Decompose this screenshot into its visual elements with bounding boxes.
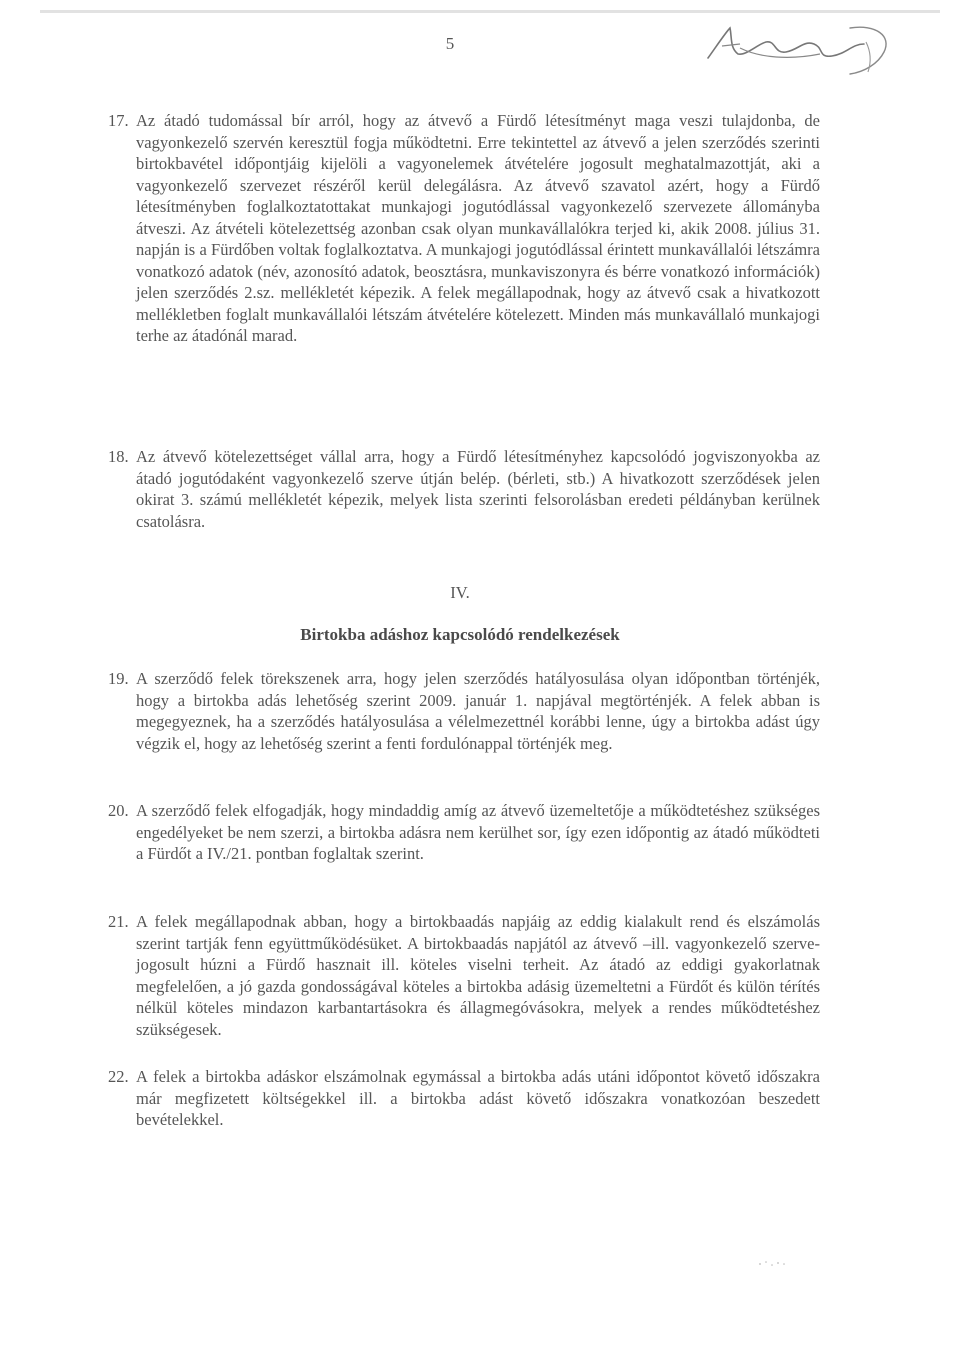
- clause-17: [0, 110, 820, 347]
- clause-number: 18.: [108, 447, 129, 466]
- clause-text: Az átvevő kötelezettséget vállal arra, hogy a Fürdő létesítményhez kapcsolódó jogviszonyokba az átadó jogutódaként vagyonkezelő szerve útján belép. (bérleti, stb.) A hivatkozott szerződések jelen okirat 3. számú mellékletét képezik, melyek lista szerinti felsorolásban eredeti példányban kerülnek csatolásra.: [136, 447, 820, 531]
- clause-22: [0, 1066, 820, 1131]
- clause-text: A szerződő felek elfogadják, hogy mindaddig amíg az átvevő üzemeltetője a működtetéshez szükséges engedélyeket be nem szerzi, a birtokba adásra nem kerülhet sor, így ezen időpontig az átadó működteti a Fürdőt a IV./21. pontban foglaltak szerint.: [136, 801, 820, 863]
- clause-text: A felek a birtokba adáskor elszámolnak egymással a birtokba adás utáni időpontot követő időszakra már megfizetett költségekkel ill. a birtokba adást követő időszakra vonatkozóan beszedett bevételekkel.: [136, 1067, 820, 1129]
- page-number: 5: [445, 34, 455, 53]
- clause-20: [0, 800, 820, 865]
- clause-18: [0, 446, 820, 532]
- clause-text: A szerződő felek törekszenek arra, hogy jelen szerződés hatályosulása olyan időpontban történjék, hogy a birtokba adás lehetőség szerint 2009. január 1. napjával megtörténjék. A felek abban is megegyeznek, ha a szerződés hatályosulása a vélelmezettnél korábbi lenne, úgy a birtokba adást úgy végzik el, hogy az lehetőség szerint a fenti fordulónappal történjék meg.: [136, 669, 820, 753]
- section-title: Birtokba adáshoz kapcsolódó rendelkezések: [300, 625, 620, 644]
- handwritten-signature-icon: [700, 14, 900, 84]
- scan-top-edge: [40, 10, 940, 13]
- clause-number: 22.: [108, 1067, 129, 1086]
- scan-speck-marks: [756, 1256, 796, 1272]
- clause-text: A felek megállapodnak abban, hogy a birtokbaadás napjáig az eddig kialakult rend és elszámolás szerint tartják fenn együttműködésüket. A birtokbaadás napjától az átvevő –ill. vagyonkezelő szerve- jogosult húzni a Fürdő hasznait ill. köteles viselni terheit. Az átadó az eddigi gyakorlatnak megfelelően, a jó gazda gondosságával köteles a birtokba adásig üzemeltetni a Fürdőt és külön térítés nélkül köteles mindazon karbantartásokra és állagmegóvásokra, melyek a rendes működtetéshez szükségesek.: [136, 912, 820, 1039]
- section-number: IV.: [450, 583, 470, 602]
- clause-number: 17.: [108, 111, 129, 130]
- clause-number: 20.: [108, 801, 129, 820]
- clause-text: Az átadó tudomással bír arról, hogy az átvevő a Fürdő létesítményt maga veszi tulajdonba, de vagyonkezelő szervén keresztül fogja működtetni. Erre tekintettel az átvevő a jelen szerződés szerinti birtokbavétel időpontjáig kijelöli a vagyonelemek átvételére jogosult meghatalmazottját, aki a vagyonkezelő szervezet részéről kerül delegálásra. Az átvevő szavatol azért, hogy a Fürdő létesítményben foglalkoztatottakat munkajogi jogutódlással vagyonkezelő szervezete állományba átveszi. Az átvételi kötelezettség azonban csak olyan munkavállalókra terjed ki, akik 2008. július 31. napján is a Fürdőben voltak foglalkoztatva. A munkajogi jogutódlással érintett munkavállalói létszámra vonatkozó adatok (név, azonosító adatok, beosztásra, munkaviszonyra és bérre vonatkozó információk) jelen szerződés 2.sz. mellékletét képezik. A felek megállapodnak, hogy az átvevő csak a hivatkozott mellékletben foglalt munkavállalói létszám átvételére kötelezett. Minden más munkavállaló munkajogi terhe az átadónál marad.: [136, 111, 820, 345]
- clause-21: [0, 911, 820, 1040]
- clause-19: [0, 668, 820, 754]
- clause-number: 21.: [108, 912, 129, 931]
- clause-number: 19.: [108, 669, 129, 688]
